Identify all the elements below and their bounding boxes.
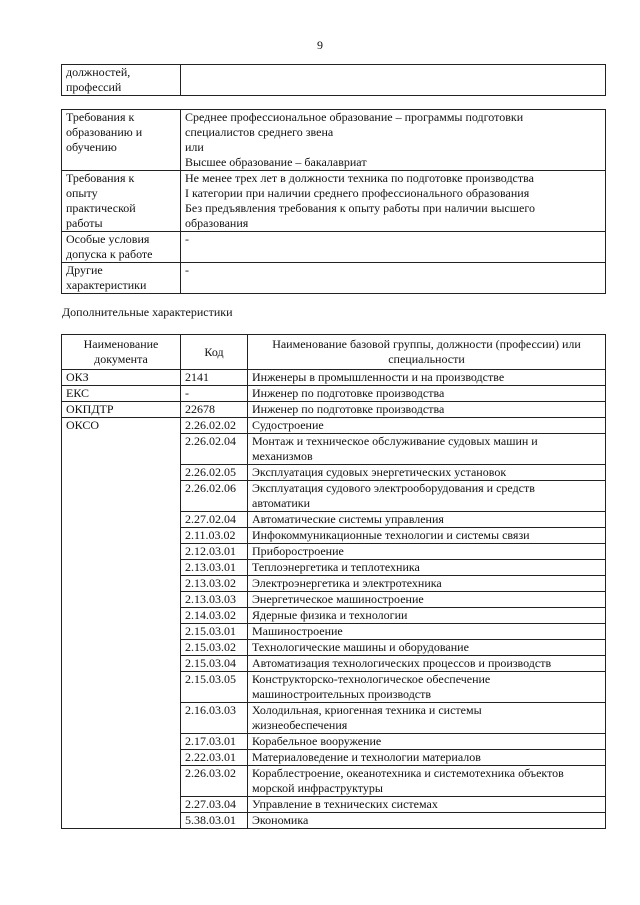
cell-name: Инфокоммуникационные технологии и системы связи <box>248 528 606 544</box>
table-row <box>62 232 606 263</box>
cell-code: 22678 <box>181 402 248 418</box>
cell-document: ЕКС <box>62 386 181 402</box>
cell-document: ОКПДТР <box>62 402 181 418</box>
cell-name: Электроэнергетика и электротехника <box>248 576 606 592</box>
table-row <box>62 386 606 402</box>
cell-name: Управление в технических системах <box>248 797 606 813</box>
cell-document: ОКСО <box>62 418 181 829</box>
cell-name: Автоматические системы управления <box>248 512 606 528</box>
header-document: Наименование документа <box>62 335 181 370</box>
table-row <box>62 65 606 96</box>
cell-name: Эксплуатация судового электрооборудования и средств автоматики <box>248 481 606 512</box>
cell-code: 2.26.02.04 <box>181 434 248 465</box>
cell-name: Холодильная, криогенная техника и системы жизнеобеспечения <box>248 703 606 734</box>
cell-name: Инженер по подготовке производства <box>248 402 606 418</box>
table-row <box>62 110 606 171</box>
row-value <box>181 65 606 96</box>
cell-code: 2.15.03.01 <box>181 624 248 640</box>
cell-name: Монтаж и техническое обслуживание судовых машин и механизмов <box>248 434 606 465</box>
cell-name: Корабельное вооружение <box>248 734 606 750</box>
cell-code: 2.14.03.02 <box>181 608 248 624</box>
table-row <box>62 263 606 294</box>
cell-name: Автоматизация технологических процессов и производств <box>248 656 606 672</box>
cell-code: 2.26.02.02 <box>181 418 248 434</box>
header-name: Наименование базовой группы, должности (профессии) или специальности <box>248 335 606 370</box>
cell-code: 2.15.03.05 <box>181 672 248 703</box>
cell-code: 2.27.02.04 <box>181 512 248 528</box>
additional-table-body <box>62 370 606 829</box>
header-row <box>62 335 606 370</box>
cell-name: Теплоэнергетика и теплотехника <box>248 560 606 576</box>
cell-code: 2.26.03.02 <box>181 766 248 797</box>
cell-name: Судостроение <box>248 418 606 434</box>
cell-code: 2.17.03.01 <box>181 734 248 750</box>
page-number: 9 <box>317 38 323 52</box>
row-label: Особые условия допуска к работе <box>62 232 181 263</box>
cell-code: 2.26.02.05 <box>181 465 248 481</box>
table-row <box>62 418 606 434</box>
cell-name: Кораблестроение, океанотехника и системотехника объектов морской инфраструктуры <box>248 766 606 797</box>
cell-code: 2.13.03.03 <box>181 592 248 608</box>
cell-name: Приборостроение <box>248 544 606 560</box>
cell-code: 2.22.03.01 <box>181 750 248 766</box>
row-value: Не менее трех лет в должности техника по подготовке производства I категории при наличии среднего профессионального образования Без предъявления требования к опыту работы при наличии высшего образования <box>181 171 606 232</box>
cell-name: Инженеры в промышленности и на производстве <box>248 370 606 386</box>
cell-name: Конструкторско-технологическое обеспечение машиностроительных производств <box>248 672 606 703</box>
cell-name: Машиностроение <box>248 624 606 640</box>
continued-table-body <box>62 65 606 96</box>
row-value: - <box>181 232 606 263</box>
requirements-table-body <box>62 110 606 294</box>
cell-name: Экономика <box>248 813 606 829</box>
cell-code: 2.12.03.01 <box>181 544 248 560</box>
cell-name: Ядерные физика и технологии <box>248 608 606 624</box>
table-row <box>62 171 606 232</box>
cell-name: Инженер по подготовке производства <box>248 386 606 402</box>
cell-code: 2.27.03.04 <box>181 797 248 813</box>
cell-code: 2.26.02.06 <box>181 481 248 512</box>
cell-name: Технологические машины и оборудование <box>248 640 606 656</box>
cell-code: 2.13.03.01 <box>181 560 248 576</box>
row-label: Требования к опыту практической работы <box>62 171 181 232</box>
requirements-table <box>61 109 606 294</box>
cell-code: 2141 <box>181 370 248 386</box>
table-row <box>62 370 606 386</box>
row-label: должностей, профессий <box>62 65 181 96</box>
cell-code: 2.11.03.02 <box>181 528 248 544</box>
cell-name: Энергетическое машиностроение <box>248 592 606 608</box>
cell-code: 2.15.03.04 <box>181 656 248 672</box>
header-code: Код <box>181 335 248 370</box>
continued-table <box>61 64 606 96</box>
cell-name: Эксплуатация судовых энергетических установок <box>248 465 606 481</box>
cell-name: Материаловедение и технологии материалов <box>248 750 606 766</box>
cell-code: 2.13.03.02 <box>181 576 248 592</box>
cell-code: 2.16.03.03 <box>181 703 248 734</box>
cell-code: 2.15.03.02 <box>181 640 248 656</box>
row-label: Другие характеристики <box>62 263 181 294</box>
section-title: Дополнительные характеристики <box>62 305 233 319</box>
additional-characteristics-table <box>61 334 606 829</box>
cell-code: - <box>181 386 248 402</box>
row-value: - <box>181 263 606 294</box>
cell-document: ОКЗ <box>62 370 181 386</box>
row-label: Требования к образованию и обучению <box>62 110 181 171</box>
row-value: Среднее профессиональное образование – программы подготовки специалистов среднего звена или Высшее образование – бакалавриат <box>181 110 606 171</box>
table-row <box>62 402 606 418</box>
cell-code: 5.38.03.01 <box>181 813 248 829</box>
